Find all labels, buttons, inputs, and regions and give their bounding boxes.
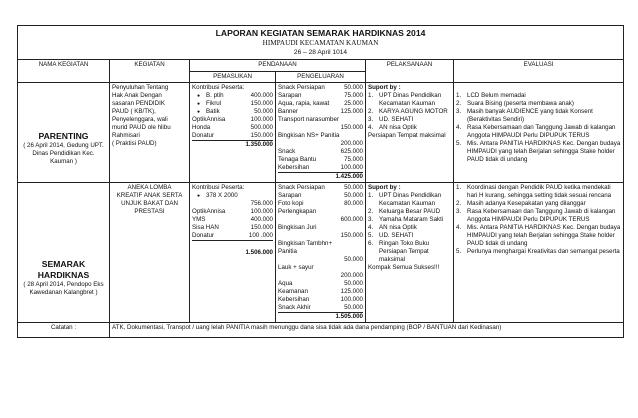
activity-name-cell	[18, 83, 110, 183]
kegiatan-line: Hak Anak Dengan	[112, 92, 162, 99]
list-item: 1. UPT Dinas Pendidikan Kecamatan Kauman	[368, 192, 442, 207]
pengeluaran-total: 1.425.000	[335, 173, 363, 180]
list-item: Lauk + sayur	[278, 264, 314, 271]
list-item: Perlengkapan	[278, 208, 317, 215]
pelaksanaan-list	[368, 92, 451, 132]
footer-row	[18, 323, 624, 338]
list-item: 5. Mis. Antara PANITIA HARDIKNAS Kec. Dengan budaya HIMPAUDI yang telah Berjalan sehingga Stake holder PAUD tidak di undang	[456, 140, 621, 163]
col-header-pelaksanaan: PELAKSANAAN	[366, 60, 454, 83]
list-item: Aqua 50.000	[278, 280, 363, 287]
col-header-pengeluaran: PENGELUARAN	[276, 72, 366, 83]
list-item: Honda 500.000	[192, 124, 273, 131]
list-item: ● Fikrul 150.000	[206, 100, 273, 108]
activity-name: SEMARAK HARDIKNAS	[37, 259, 90, 280]
pengeluaran-cell	[276, 183, 366, 323]
list-item: 200.000	[340, 140, 363, 147]
evaluasi-cell	[454, 183, 624, 323]
list-item: 5. Perlunya menghargai Kreativitas dan semangat peserta	[456, 248, 620, 255]
kegiatan-line: ANEKA LOMBA	[127, 184, 172, 191]
pemasukan-head: Kontribusi Peserta:	[192, 84, 245, 91]
list-item: Keamanan 125.000	[278, 288, 363, 295]
list-item: 4. Mis. Antara PANITIA HARDIKNAS Kec. Dengan budaya HIMPAUDI yang telah Berjalan sehingga Stake holder PAUD tidak di undang	[456, 224, 621, 247]
list-item: Snack Akhir 50.000	[278, 304, 363, 311]
report-header	[18, 26, 624, 60]
list-item: 600.000	[340, 216, 363, 223]
list-item: 5. UD. SEHATI	[368, 232, 414, 239]
list-item: Bingkisan Tambhn+	[278, 240, 333, 247]
pemasukan-bullets	[192, 92, 273, 116]
pemasukan-total: 1.350.000	[245, 141, 273, 148]
table-row	[18, 83, 624, 183]
list-item: 3. Rasa Kebersamaan dan Tanggung Jawab di kalangan Anggota HIMPAUDI Perlu DIPUPUK TERUS	[456, 208, 616, 223]
list-item: Sisa HAN 150.000	[192, 224, 273, 231]
activity-date-place: ( 28 April 2014, Pendopo Eks Kawedanan Kalangbret )	[23, 281, 104, 296]
kegiatan-line: sasaran PENDIDIK	[112, 100, 165, 107]
col-header-nama: NAMA KEGIATAN	[18, 60, 110, 83]
list-item: Donatur 100 .000	[192, 232, 273, 239]
list-item: Kebersihan 100.000	[278, 296, 363, 303]
evaluasi-cell	[454, 83, 624, 183]
list-item: Transport narasumber	[278, 116, 339, 123]
list-item: 150.000	[340, 232, 363, 239]
list-item: OptikAnnisa 100.000	[192, 116, 273, 123]
pelaksanaan-cell	[366, 83, 454, 183]
list-item: Aqua, rapia, kawat 25.000	[278, 100, 363, 107]
pemasukan-head: Kontribusi Peserta:	[192, 184, 245, 191]
col-header-kegiatan: KEGIATAN	[110, 60, 190, 83]
list-item: 2. Suara Bising (peserta membawa anak)	[456, 100, 574, 107]
pelaksanaan-note: Kompak Semua Sukses!!!	[368, 264, 440, 271]
pelaksanaan-head: Suport by :	[368, 184, 401, 191]
report-subtitle: HIMPAUDI KECAMATAN KAUMAN	[262, 39, 379, 47]
col-header-pemasukan: PEMASUKAN	[190, 72, 276, 83]
list-item: 3. Masih banyak AUDIENCE yang tidak Konsent (Beraktivitas Sendiri)	[456, 108, 593, 123]
report-table	[17, 25, 624, 338]
report-title: LAPORAN KEGIATAN SEMARAK HARDIKNAS 2014	[215, 28, 426, 38]
list-item: Panitia	[278, 248, 297, 255]
list-item: Sarapan 75.000	[278, 92, 363, 99]
pengeluaran-cell	[276, 83, 366, 183]
list-item: 4. Rasa Kebersamaan dan Tanggung Jawab di kalangan Anggota HIMPAUDI Perlu DIPUPUK TERUS	[456, 124, 616, 139]
pemasukan-cell	[190, 83, 276, 183]
list-item: Donatur 150.000	[192, 132, 273, 139]
kegiatan-line: UNJUK BAKAT DAN	[121, 200, 178, 207]
col-header-evaluasi: EVALUASI	[454, 60, 624, 83]
list-item: Sarapan 50.000	[278, 192, 363, 199]
list-item: 3. Yamaha Mataram Sakti	[368, 216, 444, 223]
pemasukan-bullets	[192, 192, 273, 200]
list-item: YMS 400.000	[192, 216, 273, 223]
list-item: 150.000	[340, 124, 363, 131]
list-item: Kebersihan 100.000	[278, 164, 363, 171]
col-header-pendanaan: PENDANAAN	[190, 60, 366, 72]
pemasukan-total: 1.506.000	[245, 249, 273, 256]
kegiatan-line: KREATIF ANAK SERTA	[116, 192, 183, 199]
activity-date-place: ( 26 April 2014, Gedung UPT. Dinas Pendidikan Kec. Kauman )	[23, 142, 104, 165]
list-item: Snack Persiapan 50.000	[278, 184, 363, 191]
kegiatan-line: PAUD ( KB/TK),	[112, 108, 156, 115]
kegiatan-line: ( Praktisi PAUD)	[112, 140, 157, 147]
list-item: ● Batik 50.000	[206, 108, 273, 116]
list-item: ● 378 X 2000	[206, 192, 273, 200]
list-item: 2. Keluarga Besar PAUD	[368, 208, 441, 215]
list-item: 4. AN nisa Optik	[368, 224, 417, 231]
list-item: Snack 625.000	[278, 148, 363, 155]
pelaksanaan-head: Suport by :	[368, 84, 401, 91]
kegiatan-line: Penyelenggara, wali	[112, 116, 168, 123]
list-item: 50.000	[344, 256, 363, 263]
kegiatan-line: PRESTASI	[134, 208, 165, 215]
list-item: 3. UD. SEHATI	[368, 116, 414, 123]
list-item: Foto kopi 80.000	[278, 200, 363, 207]
list-item: 2. KARYA AGUNG MOTOR	[368, 108, 448, 115]
footer-label: Catatan :	[18, 323, 110, 338]
list-item: Banner 125.000	[278, 108, 363, 115]
kegiatan-cell	[110, 83, 190, 183]
evaluasi-list	[456, 184, 621, 256]
table-row	[18, 183, 624, 323]
list-item: ● B. ptih 400.000	[206, 92, 273, 100]
kegiatan-line: Penyuluhan Tentang	[112, 84, 169, 91]
pelaksanaan-cell	[366, 183, 454, 323]
activity-name-cell	[18, 183, 110, 323]
list-item: 1. LCD Belum memadai	[456, 92, 526, 99]
list-item: 200.000	[340, 272, 363, 279]
list-item: Bingkisan Juri	[278, 224, 317, 231]
list-item: 6. Ringan Toko Buku Persiapan Tempat maksimal	[368, 240, 430, 263]
pemasukan-cell	[190, 183, 276, 323]
pengeluaran-total: 1.505.000	[335, 313, 363, 320]
list-item: 1. UPT Dinas Pendidikan Kecamatan Kauman	[368, 92, 442, 107]
list-item: 1. Koordinasi dengan Pendidik PAUD ketika mendekati hari H kurang, sehingga setting tidak sesuai rencana	[456, 184, 612, 199]
report-date: 26 – 28 April 1014	[293, 49, 348, 56]
list-item: 4. AN nisa Optik	[368, 124, 417, 131]
footer-note: ATK, Dokumentasi, Transpot / uang lelah PANITIA masih menunggu dana sisa tidak ada dana pendamping (BOP / BANTUAN dari Kedinasan)	[110, 323, 624, 338]
list-item: OptikAnnisa 100.000	[192, 208, 273, 215]
pelaksanaan-list	[368, 192, 451, 264]
list-item: 2. Masih adanya Kesepakatan yang dilanggar	[456, 200, 586, 207]
list-item: Bingkisan NS+ Panitia	[278, 132, 340, 139]
kegiatan-line: Rahmisari	[112, 132, 140, 139]
list-item: Snack Persiapan 50.000	[278, 84, 363, 91]
activity-name: PARENTING	[38, 131, 89, 141]
evaluasi-list	[456, 92, 621, 164]
kegiatan-line: murid PAUD ole hlibu	[112, 124, 171, 131]
kegiatan-cell	[110, 183, 190, 323]
list-item: Tenaga Bantu 75.000	[278, 156, 363, 163]
list-item: 756.000	[250, 200, 273, 207]
pelaksanaan-note: Persiapan Tempat maksimal	[368, 132, 446, 139]
